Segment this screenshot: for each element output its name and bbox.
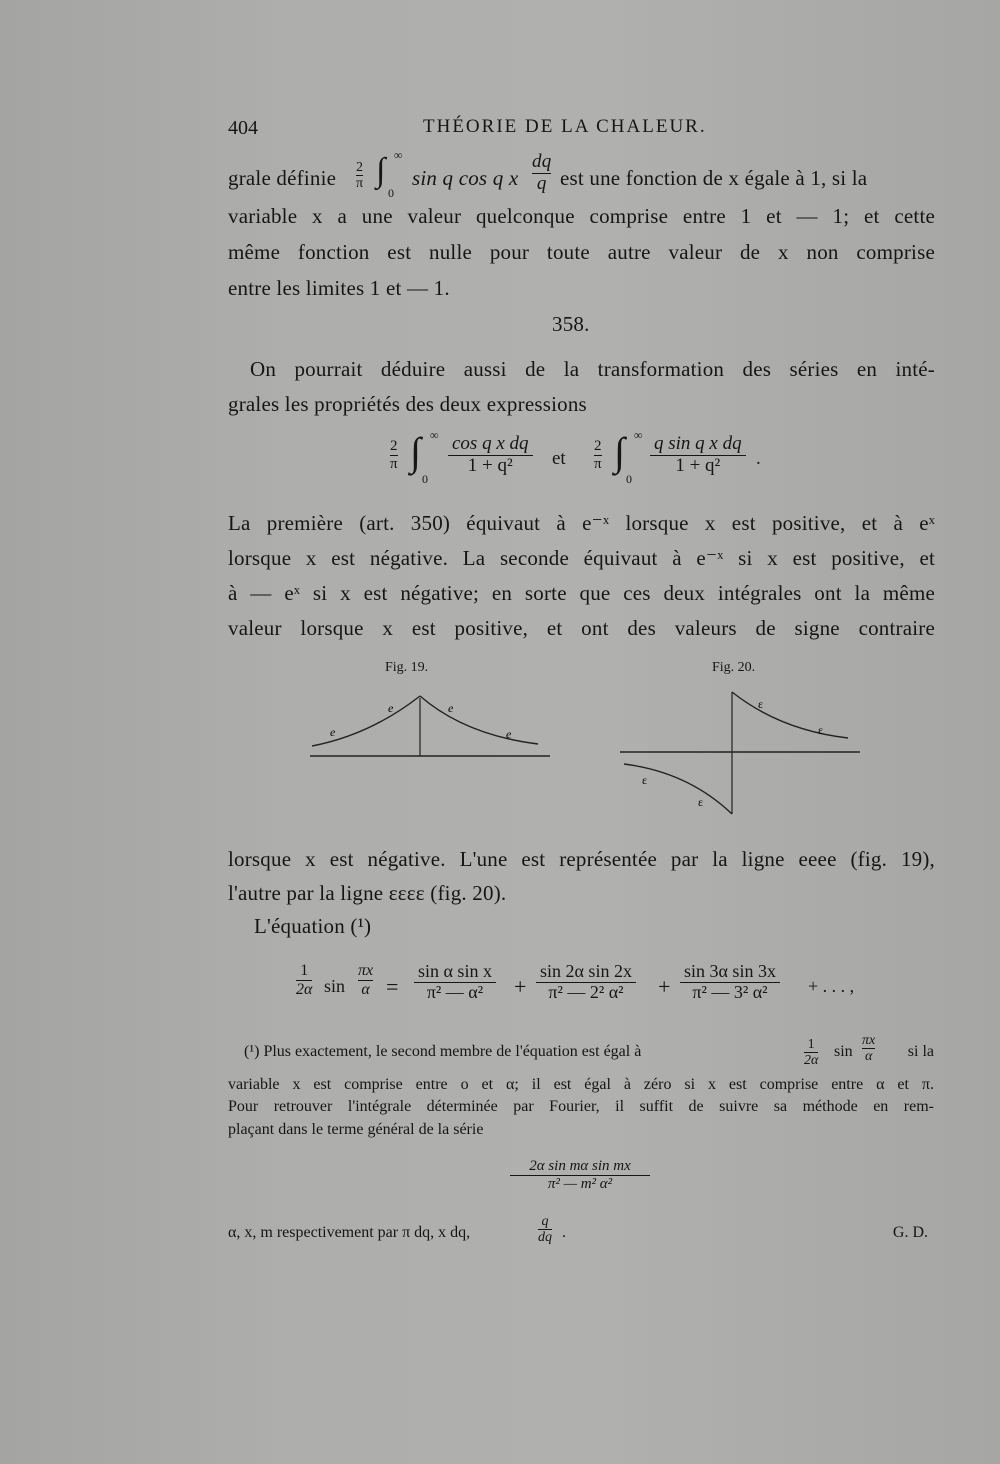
p1-line-2: variable x a une valeur quelconque comprise entre 1 et — 1; et cette <box>228 204 935 228</box>
expr1-coefficient: $\frac{2}{\pi}$ <box>390 438 398 472</box>
inline-lower-limit: 0 <box>388 186 395 200</box>
inline-dq-over-q: $\frac{dq}{q}$ <box>532 151 552 194</box>
fig19-diagram <box>300 680 560 770</box>
fig20-mark-2: ε <box>818 723 824 737</box>
expr1-fraction: $\frac{\text{cos q x dq}}{\text{1 + q²}}$ <box>448 434 533 477</box>
fig20-mark-1: ε <box>758 697 764 711</box>
footnote-last-line <box>228 1214 938 1258</box>
footnote-last-start: α, x, m respectivement par π dq, x dq, <box>228 1224 471 1241</box>
footnote-argument: $\frac{\pi x}{\alpha}$ <box>862 1033 876 1065</box>
running-title: THÉORIE DE LA CHALEUR. <box>423 116 707 137</box>
p3-line-4: valeur lorsque x est positive, et ont des valeurs de signe contraire <box>228 616 935 640</box>
section-number: 358. <box>552 312 590 336</box>
expr2-lower: 0 <box>626 472 632 486</box>
inline-integral-sign: ∫ <box>376 152 386 189</box>
fig19-right-curve <box>420 696 538 744</box>
eq-term-1: $\frac{\text{sin α sin x}}{\text{π² — α²}}$ <box>414 962 496 1003</box>
p1-l1-end: est une fonction de x égale à 1, si la <box>560 166 868 190</box>
p4-line-3: L'équation (¹) <box>254 914 372 938</box>
fig19-mark-2: e <box>388 701 394 715</box>
eq-plus-2: + <box>658 974 671 999</box>
eq-lhs-argument: $\frac{\pi x}{\alpha}$ <box>358 962 374 998</box>
footnote-line-4: plaçant dans le terme général de la série <box>228 1121 484 1138</box>
footnote-l1-end: si la <box>907 1043 934 1060</box>
expr1-lower: 0 <box>422 472 428 486</box>
p1-l1-integrand: sin q cos q x <box>412 166 519 190</box>
fig20-label: Fig. 20. <box>712 660 756 675</box>
eq-lhs-coefficient: $\frac{1}{2\alpha}$ <box>296 962 313 998</box>
footnote-l1-start: (¹) Plus exactement, le second membre de l'équation est égal à <box>244 1043 642 1060</box>
footnote-series-term: $\frac{\text{2α sin mα sin mx}}{\text{π² — m² α²}}$ <box>510 1158 650 1192</box>
fig19-mark-1: e <box>330 725 336 739</box>
inline-upper-limit: ∞ <box>394 148 403 162</box>
expr2-integral-sign: ∫ <box>614 429 625 474</box>
expr2-upper: ∞ <box>634 428 643 442</box>
fig19-mark-3: e <box>448 701 454 715</box>
footnote-line-2: variable x est comprise entre o et α; il est égal à zéro si x est comprise entre α et π. <box>228 1076 934 1093</box>
expr2-fraction: $\frac{\text{q sin q x dq}}{\text{1 + q²}}$ <box>650 434 746 477</box>
eq-term-2: $\frac{\text{sin 2α sin 2x}}{\text{π² — 2² α²}}$ <box>536 962 636 1003</box>
page-number: 404 <box>228 117 258 139</box>
p1-line-1 <box>228 148 935 200</box>
p2-line-1: On pourrait déduire aussi de la transformation des séries en inté- <box>250 357 935 381</box>
eq-plus-1: + <box>514 974 527 999</box>
eq-term-3: $\frac{\text{sin 3α sin 3x}}{\text{π² — 3² α²}}$ <box>680 962 780 1003</box>
display-expressions <box>390 428 790 490</box>
footnote-line-3: Pour retrouver l'intégrale déterminée par Fourier, il suffit de suivre sa méthode en rem- <box>228 1098 934 1115</box>
p1-l1-start: grale définie <box>228 166 337 190</box>
footnote-line-1 <box>244 1033 934 1077</box>
display-equation <box>296 960 896 1018</box>
expr2-coefficient: $\frac{2}{\pi}$ <box>594 438 602 472</box>
footnote-signature: G. D. <box>892 1224 928 1241</box>
fig20-diagram <box>610 680 870 820</box>
eq-sin: sin <box>324 976 346 996</box>
p2-line-2: grales les propriétés des deux expressions <box>228 392 587 416</box>
p4-line-1: lorsque x est négative. L'une est représentée par la ligne eeee (fig. 19), <box>228 847 935 871</box>
expr-connector: et <box>552 448 566 469</box>
footnote-q-over-dq: $\frac{q}{dq}$ <box>538 1214 552 1246</box>
p3-line-2: lorsque x est négative. La seconde équivaut à e⁻ˣ si x est positive, et <box>228 546 935 570</box>
p3-line-3: à — eˣ si x est négative; en sorte que ces deux intégrales ont la même <box>228 581 935 605</box>
fig20-mark-4: ε <box>698 795 704 809</box>
p1-line-4: entre les limites 1 et — 1. <box>228 276 450 300</box>
fig20-upper-curve <box>732 692 848 738</box>
p1-line-3: même fonction est nulle pour toute autre valeur de x non comprise <box>228 240 935 264</box>
eq-tail: + . . . , <box>808 976 855 996</box>
footnote-sin: sin <box>834 1043 853 1060</box>
footnote-period: . <box>562 1224 566 1241</box>
fig19-label: Fig. 19. <box>385 660 429 675</box>
fig19-mark-4: e <box>506 727 512 741</box>
eq-equals: = <box>386 974 399 999</box>
expr1-integral-sign: ∫ <box>410 429 421 474</box>
expr1-upper: ∞ <box>430 428 439 442</box>
expr-period: . <box>756 448 761 469</box>
p4-line-2: l'autre par la ligne εεεε (fig. 20). <box>228 881 507 905</box>
p3-line-1: La première (art. 350) équivaut à e⁻ˣ lorsque x est positive, et à eˣ <box>228 511 935 535</box>
footnote-coefficient: $\frac{1}{2\alpha}$ <box>804 1037 819 1069</box>
fig20-lower-curve <box>624 764 732 814</box>
inline-coefficient: $\frac{2}{\pi}$ <box>356 160 364 192</box>
fig19-left-curve <box>312 696 420 746</box>
fig20-mark-3: ε <box>642 773 648 787</box>
